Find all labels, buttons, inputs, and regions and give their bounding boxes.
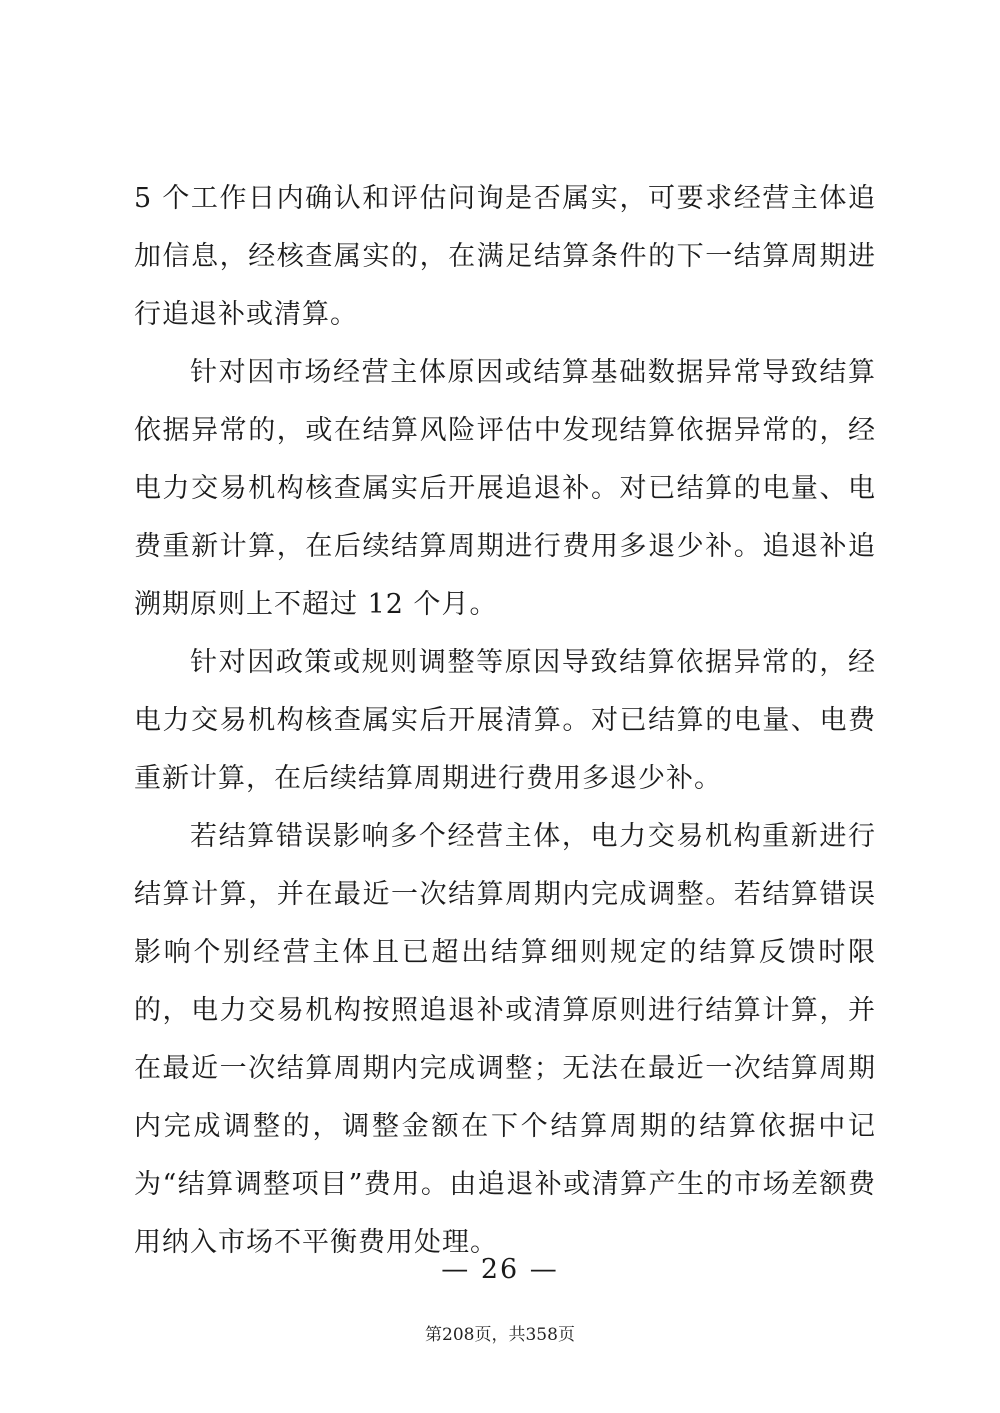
- paragraph-clearing-rules: 针对因政策或规则调整等原因导致结算依据异常的，经电力交易机构核查属实后开展清算。对已结算的电量、电费重新计算，在后续结算周期进行费用多退少补。: [134, 647, 876, 794]
- body-text: [134, 170, 876, 1272]
- paragraph-recovery-rules: 针对因市场经营主体原因或结算基础数据异常导致结算依据异常的，或在结算风险评估中发现结算依据异常的，经电力交易机构核查属实后开展追退补。对已结算的电量、电费重新计算，在后续结算周期进行费用多退少补。追退补追溯期原则上不超过 12 个月。: [134, 357, 876, 620]
- page-footer: 第208页，共358页: [425, 1325, 575, 1345]
- paragraph-settlement-errors: 若结算错误影响多个经营主体，电力交易机构重新进行结算计算，并在最近一次结算周期内完成调整。若结算错误影响个别经营主体且已超出结算细则规定的结算反馈时限的，电力交易机构按照追退补或清算原则进行结算计算，并在最近一次结算周期内完成调整；无法在最近一次结算周期内完成调整的，调整金额在下个结算周期的结算依据中记为“结算调整项目”费用。由追退补或清算产生的市场差额费用纳入市场不平衡费用处理。: [134, 821, 876, 1258]
- paragraph-continuation: 5 个工作日内确认和评估问询是否属实，可要求经营主体追加信息，经核查属实的，在满足结算条件的下一结算周期进行追退补或清算。: [134, 183, 876, 330]
- page-number: — 26 —: [441, 1254, 559, 1285]
